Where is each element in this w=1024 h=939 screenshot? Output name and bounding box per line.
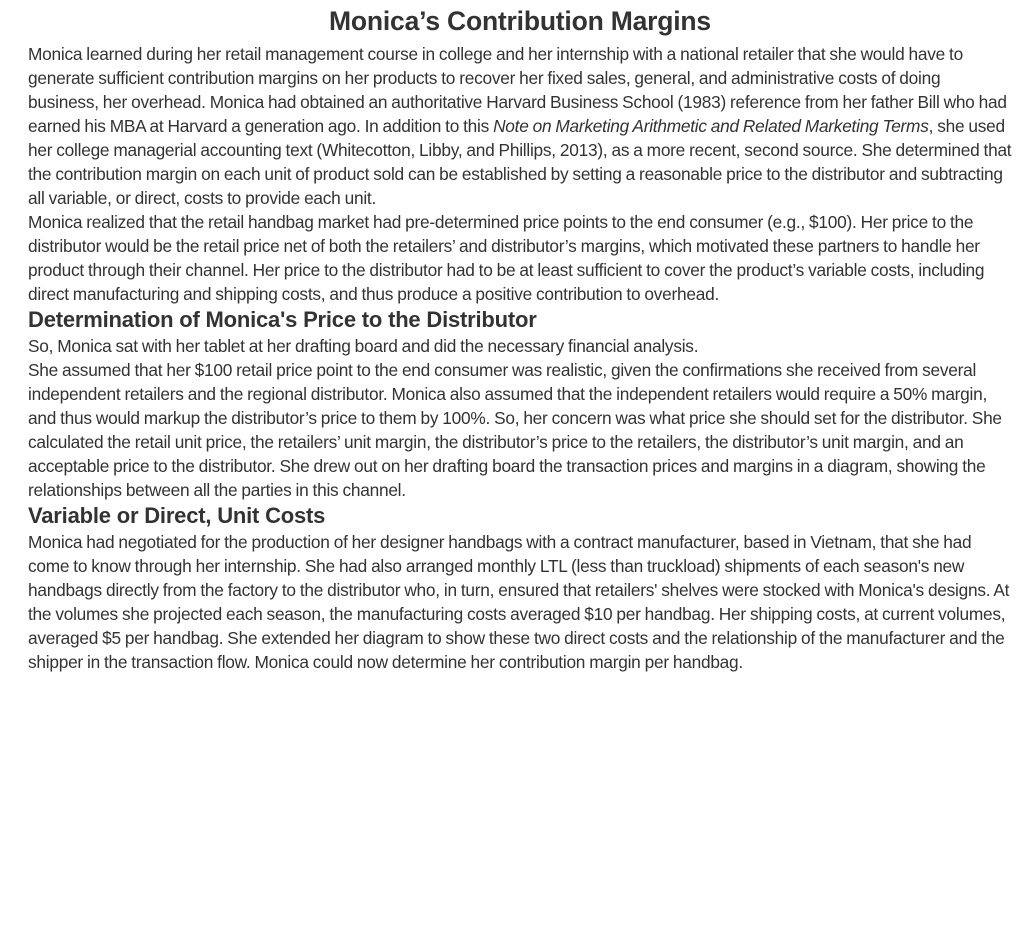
section-heading-unit-costs: Variable or Direct, Unit Costs — [28, 503, 326, 528]
unit-costs-paragraph: Monica had negotiated for the production of her designer handbags with a contract manufacturer, based in Vietnam, that she had come to know through her internship. She had also arranged monthly LTL (less than truckload) shipments of each season's new handbags directly from the factory to the distributor who, in turn, ensured that retailers' shelves were stocked with Monica's designs. At the volumes she projected each season, the manufacturing costs averaged $10 per handbag. Her shipping costs, at current volumes, averaged $5 per handbag. She extended her diagram to show these two direct costs and the relationship of the manufacturer and the shipper in the transaction flow. Monica could now determine her contribution margin per handbag. — [28, 532, 1010, 672]
analysis-paragraph: So, Monica sat with her tablet at her drafting board and did the necessary financial analysis. — [28, 336, 699, 356]
intro-paragraph — [28, 42, 1012, 210]
assumptions-paragraph: She assumed that her $100 retail price point to the end consumer was realistic, given the confirmations she received from several independent retailers and the regional distributor. Monica also assumed that the independent retailers would require a 50% margin, and thus would markup the distributor’s price to them by 100%. So, her concern was what price she should set for the distributor. She calculated the retail unit price, the retailers’ unit margin, the distributor’s price to the retailers, the distributor’s unit margin, and an acceptable price to the distributor. She drew out on her drafting board the transaction prices and margins in a diagram, showing the relationships between all the parties in this channel. — [28, 360, 1002, 500]
section-heading-distributor-price: Determination of Monica's Price to the Distributor — [28, 307, 537, 332]
price-points-paragraph: Monica realized that the retail handbag market had pre-determined price points to the end consumer (e.g., $100). Her price to the distributor would be the retail price net of both the retailers’ and distributor’s margins, which motivated these partners to handle her product through their channel. Her price to the distributor had to be at least sufficient to cover the product’s variable costs, including direct manufacturing and shipping costs, and thus produce a positive contribution to overhead. — [28, 212, 985, 304]
intro-text-start: Monica learned during her retail management course in college and her internship with a national retailer that she would have to generate sufficient contribution margins on her products to recover her fixed sales, general, and administrative costs of doing business, her overhead. Monica had obtained an authoritative Harvard Business School (1983) reference from her father Bill who had earned his MBA at Harvard a generation ago. In addition to this — [28, 44, 1007, 136]
page-title: Monica’s Contribution Margins — [329, 6, 711, 36]
intro-text-end: , she used her college managerial accounting text (Whitecotton, Libby, and Phillips, 2013), as a more recent, second source. She determined that the contribution margin on each unit of product sold can be established by setting a reasonable price to the distributor and subtracting all variable, or direct, costs to provide each unit. — [28, 116, 1012, 208]
reference-title-italic: Note on Marketing Arithmetic and Related Marketing Terms — [493, 116, 929, 136]
